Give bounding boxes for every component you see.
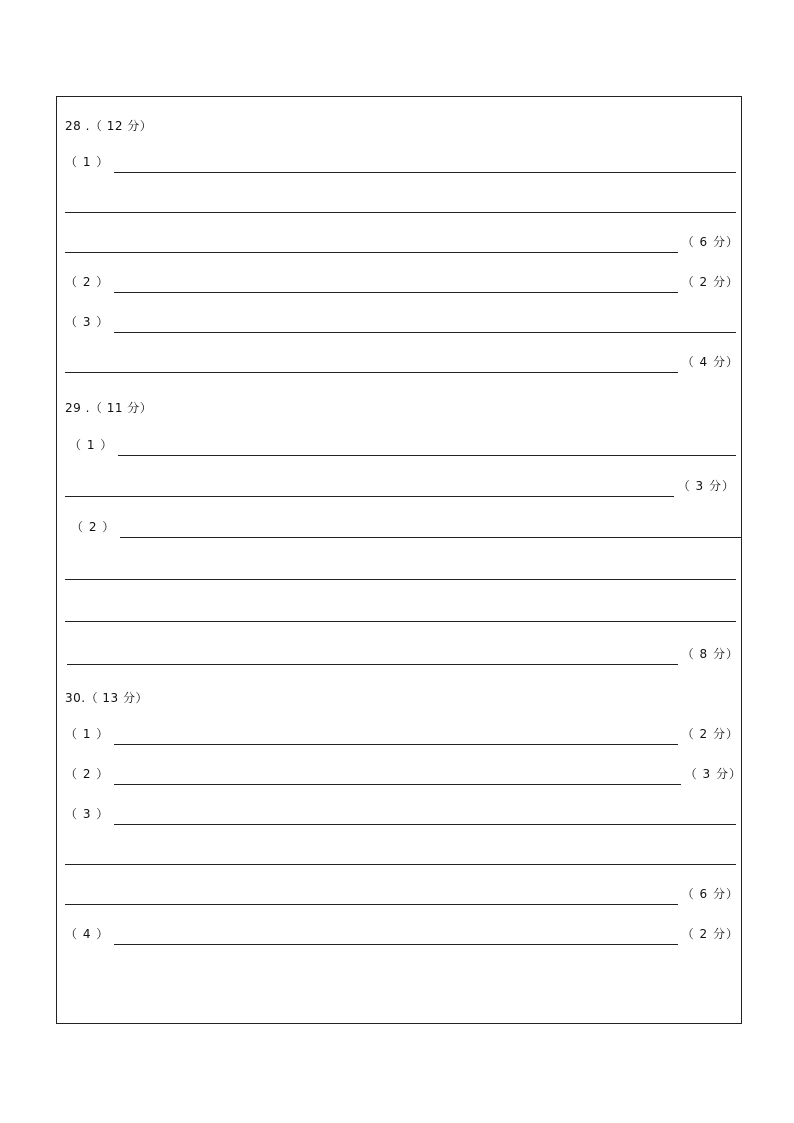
answer-line[interactable] [118, 437, 736, 456]
q29-part1-line2 [65, 477, 735, 497]
q30-part3-label: （ 3 ） [65, 807, 110, 821]
q29-part2-line1 [71, 518, 742, 538]
q29-part2-points: （ 8 分） [681, 647, 739, 661]
q30-part1-line1 [65, 725, 739, 745]
q30-part3-line1 [65, 805, 736, 825]
answer-line[interactable] [114, 926, 677, 945]
answer-line[interactable] [65, 194, 736, 213]
answer-line[interactable] [114, 726, 677, 745]
answer-line[interactable] [114, 274, 677, 293]
q30-part4-points: （ 2 分） [681, 927, 739, 941]
answer-line[interactable] [65, 354, 678, 373]
answer-line[interactable] [114, 806, 736, 825]
q28-part1-line3 [65, 233, 739, 253]
q29-part2-line3 [65, 602, 736, 622]
answer-line[interactable] [65, 846, 736, 865]
q29-part2-label: （ 2 ） [71, 520, 116, 534]
q30-part4-line1 [65, 925, 739, 945]
q28-part2-points: （ 2 分） [681, 275, 739, 289]
q29-part1-line1 [69, 436, 736, 456]
q30-part2-label: （ 2 ） [65, 767, 110, 781]
q28-part3-line1 [65, 313, 736, 333]
q28-part3-line2 [65, 353, 739, 373]
q28-part1-points: （ 6 分） [681, 235, 739, 249]
q30-part1-label: （ 1 ） [65, 727, 110, 741]
q28-part3-label: （ 3 ） [65, 315, 110, 329]
q30-part4-label: （ 4 ） [65, 927, 110, 941]
q29-part2-line2 [65, 560, 736, 580]
q28-title: 28 .（ 12 分） [65, 119, 153, 133]
answer-line[interactable] [65, 886, 678, 905]
answer-sheet [56, 96, 742, 1024]
q29-title: 29 .（ 11 分） [65, 401, 153, 415]
q30-part3-points: （ 6 分） [681, 887, 739, 901]
q30-part2-line1 [65, 765, 742, 785]
q28-part1-line2 [65, 193, 736, 213]
answer-line[interactable] [67, 646, 678, 665]
q30-title: 30.（ 13 分） [65, 691, 148, 705]
answer-line[interactable] [114, 314, 736, 333]
answer-line[interactable] [65, 478, 674, 497]
answer-line[interactable] [65, 603, 736, 622]
q30-part1-points: （ 2 分） [681, 727, 739, 741]
answer-line[interactable] [114, 154, 736, 173]
q29-part1-label: （ 1 ） [69, 438, 114, 452]
answer-line[interactable] [65, 561, 736, 580]
q30-part2-points: （ 3 分） [684, 767, 742, 781]
q29-part2-line4 [67, 645, 739, 665]
q28-part1-label: （ 1 ） [65, 155, 110, 169]
q30-part3-line3 [65, 885, 739, 905]
q28-part1-line1 [65, 153, 736, 173]
q30-part3-line2 [65, 845, 736, 865]
q28-part3-points: （ 4 分） [681, 355, 739, 369]
answer-line[interactable] [114, 766, 680, 785]
q29-part1-points: （ 3 分） [677, 479, 735, 493]
answer-line[interactable] [120, 519, 742, 538]
q28-part2-line1 [65, 273, 739, 293]
answer-line[interactable] [65, 234, 678, 253]
q28-part2-label: （ 2 ） [65, 275, 110, 289]
